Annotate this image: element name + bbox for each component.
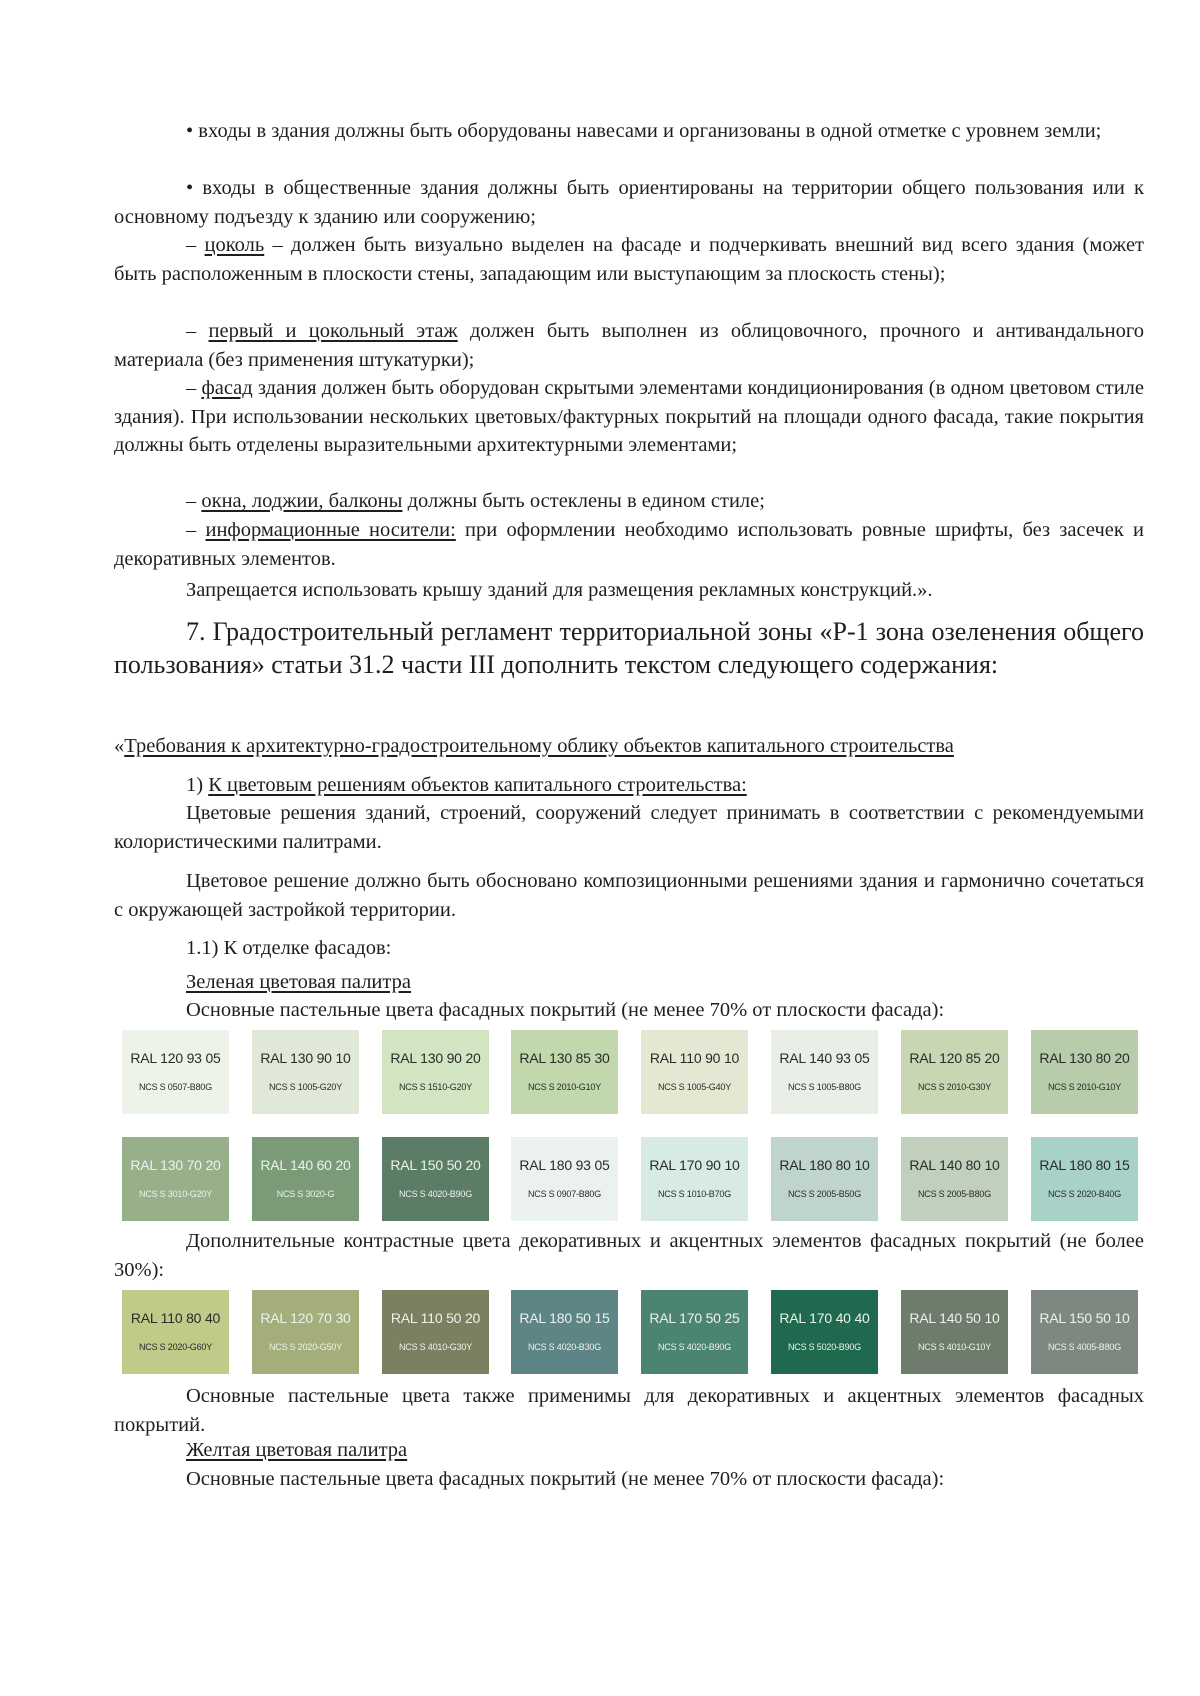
swatch-ral-code: RAL 130 90 20 — [390, 1050, 481, 1066]
color-swatch — [382, 1030, 489, 1114]
dash-facade-text: здания должен быть оборудован скрытыми элементами кондиционирования (в одном цветовом стиле здания). При использовании нескольких цветовых/фактурных покрытий на площади одного фасада, такие покрытия должны быть отделены выразительными архитектурными элементами; — [114, 377, 1145, 456]
dash-mark: – — [186, 320, 209, 342]
swatch-ncs-code: NCS S 1010-B70G — [657, 1189, 732, 1199]
swatch-ral-code: RAL 130 90 10 — [260, 1050, 351, 1066]
green-palette-title: Зеленая цветовая палитра — [186, 971, 411, 993]
swatch-ncs-code: NCS S 4010-G30Y — [398, 1342, 473, 1352]
color-swatch — [511, 1137, 618, 1221]
swatch-ncs-code: NCS S 4020-B90G — [657, 1342, 732, 1352]
requirements-title-text: Требования к архитектурно-градостроительному облику объектов капитального строительства — [124, 735, 954, 757]
swatch-ral-code: RAL 180 93 05 — [519, 1157, 610, 1173]
swatch-ncs-code: NCS S 2020-G60Y — [138, 1342, 213, 1352]
swatch-ral-code: RAL 110 90 10 — [649, 1050, 740, 1066]
color-swatch — [511, 1290, 618, 1374]
swatch-ncs-code: NCS S 5020-B90G — [787, 1342, 862, 1352]
dash-plinth-text: – должен быть визуально выделен на фасаде и подчеркивать внешний вид всего здания (может быть расположенным в плоскости стены, западающим или выступающим за плоскость стены); — [114, 234, 1145, 285]
color-swatch — [1031, 1290, 1138, 1374]
swatch-ral-code: RAL 150 50 20 — [390, 1157, 481, 1173]
swatch-ncs-code: NCS S 4020-B30G — [527, 1342, 602, 1352]
term-facade: фасад — [201, 377, 253, 399]
swatch-ncs-code: NCS S 4005-B80G — [1047, 1342, 1122, 1352]
requirements-title — [114, 732, 1144, 761]
color-swatch — [252, 1137, 359, 1221]
color-swatch — [122, 1137, 229, 1221]
swatch-ral-code: RAL 130 85 30 — [519, 1050, 610, 1066]
dash-mark: – — [186, 234, 205, 256]
color-decisions-paragraph: Цветовые решения зданий, строений, сооружений следует принимать в соответствии с рекомендуемыми колористическими палитрами. — [114, 802, 1144, 853]
swatch-ncs-code: NCS S 2010-G10Y — [527, 1082, 602, 1092]
swatch-ncs-code: NCS S 2010-G30Y — [917, 1082, 992, 1092]
dash-windows-text: должны быть остеклены в едином стиле; — [402, 490, 765, 512]
swatch-ncs-code: NCS S 4020-B90G — [398, 1189, 473, 1199]
additional-colors-caption: Дополнительные контрастные цвета декоративных и акцентных элементов фасадных покрытий (не более 30%): — [114, 1230, 1144, 1281]
item-1-title — [186, 771, 747, 799]
main-colors-caption-yellow: Основные пастельные цвета фасадных покрытий (не менее 70% от плоскости фасада): — [186, 1468, 945, 1490]
swatch-ral-code: RAL 130 70 20 — [130, 1157, 221, 1173]
color-swatch — [901, 1030, 1008, 1114]
swatch-ncs-code: NCS S 4010-G10Y — [917, 1342, 992, 1352]
color-swatch — [901, 1290, 1008, 1374]
swatch-ral-code: RAL 170 50 25 — [649, 1310, 740, 1326]
also-applicable-paragraph: Основные пастельные цвета также применимы для декоративных и акцентных элементов фасадных покрытий. — [114, 1385, 1144, 1436]
swatch-ncs-code: NCS S 0507-B80G — [138, 1082, 213, 1092]
green-main-swatch-row-2 — [122, 1137, 1138, 1221]
dash-facade — [114, 374, 1144, 460]
color-swatch — [252, 1290, 359, 1374]
swatch-ral-code: RAL 140 50 10 — [909, 1310, 1000, 1326]
swatch-ral-code: RAL 110 50 20 — [390, 1310, 481, 1326]
yellow-palette-title: Желтая цветовая палитра — [186, 1439, 408, 1461]
swatch-ncs-code: NCS S 2020-B40G — [1047, 1189, 1122, 1199]
color-swatch — [382, 1137, 489, 1221]
dash-mark: – — [186, 377, 202, 399]
swatch-ncs-code: NCS S 2020-G50Y — [268, 1342, 343, 1352]
swatch-ral-code: RAL 140 93 05 — [779, 1050, 870, 1066]
color-swatch — [641, 1137, 748, 1221]
swatch-ral-code: RAL 130 80 20 — [1039, 1050, 1130, 1066]
swatch-ral-code: RAL 140 60 20 — [260, 1157, 351, 1173]
term-windows: окна, лоджии, балконы — [201, 490, 403, 512]
swatch-ral-code: RAL 170 90 10 — [649, 1157, 740, 1173]
term-info-carriers: информационные носители: — [205, 519, 456, 541]
dash-mark: – — [186, 519, 206, 541]
item-1-title-text: К цветовым решениям объектов капитального строительства: — [208, 774, 747, 796]
item-1-number: 1) — [186, 774, 209, 796]
color-swatch — [382, 1290, 489, 1374]
swatch-ncs-code: NCS S 0907-B80G — [527, 1189, 602, 1199]
swatch-ral-code: RAL 180 80 15 — [1039, 1157, 1130, 1173]
item-1-1-facades: 1.1) К отделке фасадов: — [186, 937, 392, 959]
swatch-ral-code: RAL 180 50 15 — [519, 1310, 610, 1326]
swatch-ral-code: RAL 110 80 40 — [130, 1310, 221, 1326]
swatch-ral-code: RAL 120 85 20 — [909, 1050, 1000, 1066]
dash-mark: – — [186, 490, 202, 512]
green-main-swatch-row-1 — [122, 1030, 1138, 1114]
color-swatch — [122, 1290, 229, 1374]
color-swatch — [1031, 1137, 1138, 1221]
main-colors-caption: Основные пастельные цвета фасадных покрытий (не менее 70% от плоскости фасада): — [186, 999, 945, 1021]
dash-plinth — [114, 231, 1144, 288]
term-first-floor: первый и цокольный этаж — [208, 320, 458, 342]
section-7-heading: 7. Градостроительный регламент территориальной зоны «Р-1 зона озеленения общего пользования» статьи 31.2 части III дополнить текстом следующего содержания: — [114, 617, 1144, 679]
open-quote: « — [114, 735, 125, 757]
swatch-ral-code: RAL 120 93 05 — [130, 1050, 221, 1066]
swatch-ncs-code: NCS S 2005-B50G — [787, 1189, 862, 1199]
color-swatch — [1031, 1030, 1138, 1114]
swatch-ral-code: RAL 180 80 10 — [779, 1157, 870, 1173]
color-justified-paragraph: Цветовое решение должно быть обосновано композиционными решениями здания и гармонично сочетаться с окружающей застройкой территории. — [114, 870, 1144, 921]
color-swatch — [771, 1290, 878, 1374]
dash-first-floor-text: должен быть выполнен из облицовочного, прочного и антивандального материала (без применения штукатурки); — [114, 320, 1145, 371]
swatch-ncs-code: NCS S 1005-G20Y — [268, 1082, 343, 1092]
swatch-ncs-code: NCS S 1005-G40Y — [657, 1082, 732, 1092]
color-swatch — [901, 1137, 1008, 1221]
color-swatch — [252, 1030, 359, 1114]
swatch-ral-code: RAL 170 40 40 — [779, 1310, 870, 1326]
bullet-public-entrances: • входы в общественные здания должны быть ориентированы на территории общего пользования или к основному подъезду к зданию или сооружению; — [114, 177, 1144, 228]
swatch-ncs-code: NCS S 1005-B80G — [787, 1082, 862, 1092]
term-plinth: цоколь — [204, 234, 265, 256]
dash-info-carriers — [114, 516, 1144, 573]
green-accent-swatch-row — [122, 1290, 1138, 1374]
swatch-ncs-code: NCS S 2005-B80G — [917, 1189, 992, 1199]
swatch-ncs-code: NCS S 1510-G20Y — [398, 1082, 473, 1092]
swatch-ncs-code: NCS S 2010-G10Y — [1047, 1082, 1122, 1092]
swatch-ral-code: RAL 120 70 30 — [260, 1310, 351, 1326]
swatch-ral-code: RAL 150 50 10 — [1039, 1310, 1130, 1326]
swatch-ral-code: RAL 140 80 10 — [909, 1157, 1000, 1173]
color-swatch — [122, 1030, 229, 1114]
color-swatch — [771, 1030, 878, 1114]
dash-info-carriers-text: при оформлении необходимо использовать ровные шрифты, без засечек и декоративных элементов. — [114, 519, 1145, 570]
dash-windows — [114, 487, 1144, 516]
color-swatch — [771, 1137, 878, 1221]
roof-advertising-prohibition: Запрещается использовать крышу зданий для размещения рекламных конструкций.». — [186, 579, 933, 601]
color-swatch — [511, 1030, 618, 1114]
color-swatch — [641, 1290, 748, 1374]
dash-first-floor — [114, 317, 1144, 374]
swatch-ncs-code: NCS S 3010-G20Y — [138, 1189, 213, 1199]
bullet-entrances-canopies: • входы в здания должны быть оборудованы навесами и организованы в одной отметке с уровнем земли; — [186, 120, 1102, 142]
swatch-ncs-code: NCS S 3020-G — [276, 1189, 335, 1199]
color-swatch — [641, 1030, 748, 1114]
